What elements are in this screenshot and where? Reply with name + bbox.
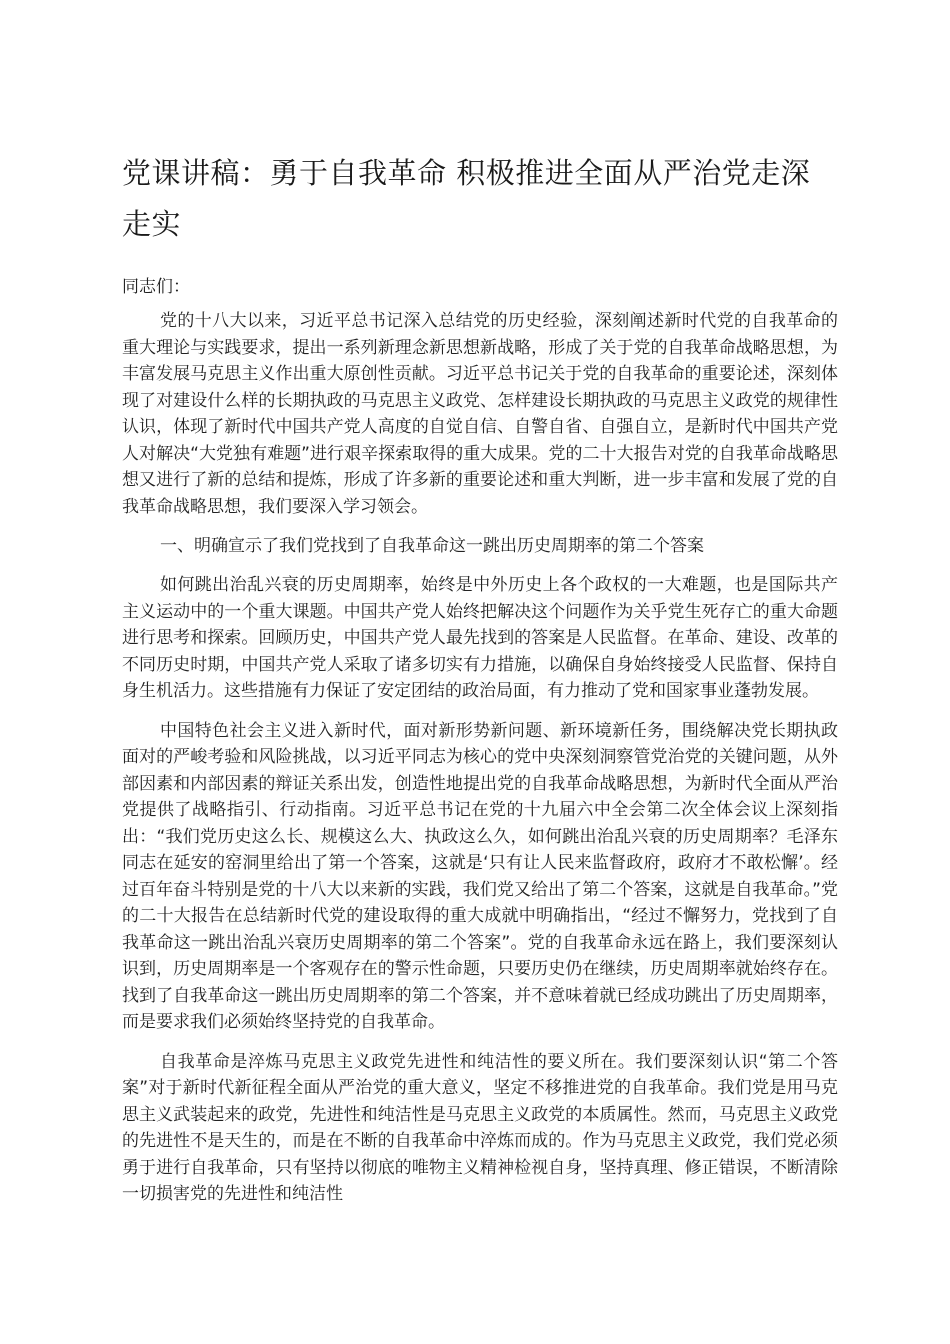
document-page — [122, 148, 838, 1221]
document-title: 党课讲稿：勇于自我革命 积极推进全面从严治党走深走实 — [122, 156, 811, 241]
paragraph-self-revolution: 自我革命是淬炼马克思主义政党先进性和纯洁性的要义所在。我们要深刻认识“第二个答案”对于新时代新征程全面从严治党的重大意义，坚定不移推进党的自我革命。我们党是用马克思主义武装起来的政党，先进性和纯洁性是马克思主义政党的本质属性。然而，马克思主义政党的先进性不是天生的，而是在不断的自我革命中淬炼而成的。作为马克思主义政党，我们党必须勇于进行自我革命，只有坚持以彻底的唯物主义精神检视自身，坚持真理、修正错误，不断清除一切损害党的先进性和纯洁性 — [122, 1051, 838, 1204]
paragraph-new-era: 中国特色社会主义进入新时代，面对新形势新问题、新环境新任务，围绕解决党长期执政面对的严峻考验和风险挑战，以习近平同志为核心的党中央深刻洞察管党治党的关键问题，从外部因素和内部因素的辩证关系出发，创造性地提出党的自我革命战略思想，为新时代全面从严治党提供了战略指引、行动指南。习近平总书记在党的十九届六中全会第二次全体会议上深刻指出：“我们党历史这么长、规模这么大、执政这么久，如何跳出治乱兴衰的历史周期率？毛泽东同志在延安的窑洞里给出了第一个答案，这就是‘只有让人民来监督政府，政府才不敢松懈’。经过百年奋斗特别是党的十八大以来新的实践，我们党又给出了第二个答案，这就是自我革命。”党的二十大报告在总结新时代党的建设取得的重大成就中明确指出，“经过不懈努力，党找到了自我革命这一跳出治乱兴衰历史周期率的第二个答案”。党的自我革命永远在路上，我们要深刻认识到，历史周期率是一个客观存在的警示性命题，只要历史仍在继续，历史周期率就始终存在。找到了自我革命这一跳出历史周期率的第二个答案，并不意味着就已经成功跳出了历史周期率，而是要求我们必须始终坚持党的自我革命。 — [122, 720, 838, 1032]
section-heading-1: 一、明确宣示了我们党找到了自我革命这一跳出历史周期率的第二个答案 — [160, 536, 704, 556]
paragraph-intro: 党的十八大以来，习近平总书记深入总结党的历史经验，深刻阐述新时代党的自我革命的重大理论与实践要求，提出一系列新理念新思想新战略，形成了关于党的自我革命战略思想，为丰富发展马克思主义作出重大原创性贡献。习近平总书记关于党的自我革命的重要论述，深刻体现了对建设什么样的长期执政的马克思主义政党、怎样建设长期执政的马克思主义政党的规律性认识，体现了新时代中国共产党人高度的自觉自信、自警自省、自强自立，是新时代中国共产党人对解决“大党独有难题”进行艰辛探索取得的重大成果。党的二十大报告对党的自我革命战略思想又进行了新的总结和提炼，形成了许多新的重要论述和重大判断，进一步丰富和发展了党的自我革命战略思想，我们要深入学习领会。 — [122, 311, 838, 517]
greeting: 同志们： — [122, 277, 190, 297]
paragraph-history-cycle: 如何跳出治乱兴衰的历史周期率，始终是中外历史上各个政权的一大难题，也是国际共产主义运动中的一个重大课题。中国共产党人始终把解决这个问题作为关乎党生死存亡的重大命题进行思考和探索。回顾历史，中国共产党人最先找到的答案是人民监督。在革命、建设、改革的不同历史时期，中国共产党人采取了诸多切实有力措施，以确保自身始终接受人民监督、保持自身生机活力。这些措施有力保证了安定团结的政治局面，有力推动了党和国家事业蓬勃发展。 — [122, 575, 838, 701]
